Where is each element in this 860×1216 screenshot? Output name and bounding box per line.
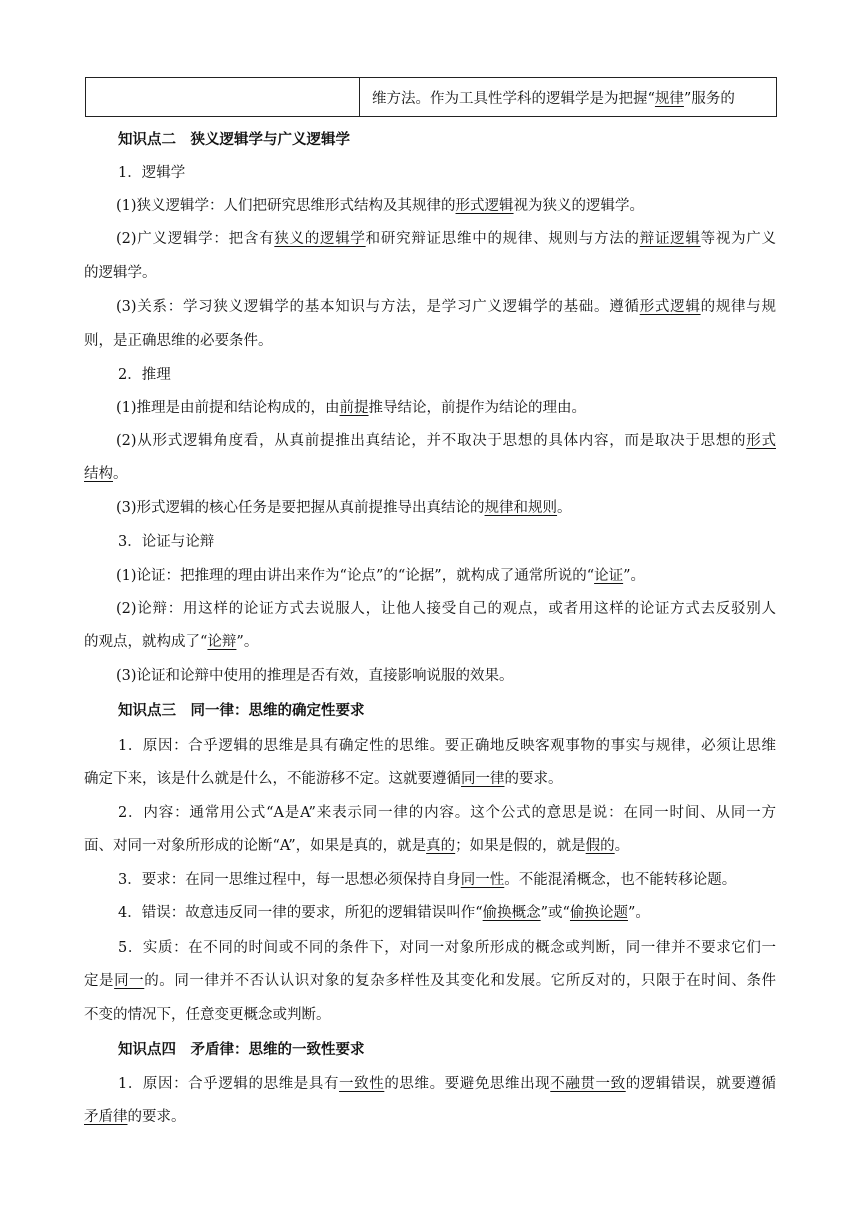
paragraph: (1)推理是由前提和结论构成的，由前提推导结论，前提作为结论的理由。 <box>116 400 587 416</box>
paragraph: (3)论证和论辩中使用的推理是否有效，直接影响说服的效果。 <box>116 668 514 684</box>
carryover-table <box>85 77 777 117</box>
table-row <box>86 78 777 117</box>
paragraph-continuation: 不变的情况下，任意变更概念或判断。 <box>84 1007 331 1023</box>
paragraph-continuation: 矛盾律的要求。 <box>84 1109 186 1125</box>
table-cell-right: 维方法。作为工具性学科的逻辑学是为把握“规律”服务的 <box>360 78 777 117</box>
section-heading-4: 知识点四 矛盾律：思维的一致性要求 <box>118 1042 365 1058</box>
paragraph: 5．实质：在不同的时间或不同的条件下，对同一对象所形成的概念或判断，同一律并不要求它们一 <box>118 940 776 956</box>
paragraph: (1)论证：把推理的理由讲出来作为“论点”的“论据”，就构成了通常所说的“论证”。 <box>116 568 646 584</box>
table-cell-left <box>86 78 360 117</box>
paragraph-continuation: 面、对同一对象所形成的论断“A”，如果是真的，就是真的；如果是假的，就是假的。 <box>84 838 630 854</box>
paragraph-continuation: 的观点，就构成了“论辩”。 <box>84 634 259 650</box>
paragraph: (3)关系：学习狭义逻辑学的基本知识与方法，是学习广义逻辑学的基础。遵循形式逻辑的规律与规 <box>116 299 777 315</box>
subsection-title: 2．推理 <box>118 367 171 383</box>
paragraph: (3)形式逻辑的核心任务是要把握从真前提推导出真结论的规律和规则。 <box>116 500 572 516</box>
paragraph: 1．原因：合乎逻辑的思维是具有确定性的思维。要正确地反映客观事物的事实与规律，必须让思维 <box>118 738 776 754</box>
subsection-title: 3．论证与论辩 <box>118 534 215 550</box>
paragraph: (1)狭义逻辑学：人们把研究思维形式结构及其规律的形式逻辑视为狭义的逻辑学。 <box>116 198 645 214</box>
paragraph-continuation: 确定下来，该是什么就是什么，不能游移不定。这就要遵循同一律的要求。 <box>84 771 563 787</box>
paragraph: (2)广义逻辑学：把含有狭义的逻辑学和研究辩证思维中的规律、规则与方法的辩证逻辑等视为广义 <box>116 231 777 247</box>
section-heading-3: 知识点三 同一律：思维的确定性要求 <box>118 703 365 719</box>
paragraph: 3．要求：在同一思维过程中，每一思想必须保持自身同一性。不能混淆概念，也不能转移论题。 <box>118 872 737 888</box>
paragraph: (2)从形式逻辑角度看，从真前提推出真结论，并不取决于思想的具体内容，而是取决于思想的形式 <box>116 433 776 449</box>
section-heading-2: 知识点二 狭义逻辑学与广义逻辑学 <box>118 132 350 148</box>
paragraph-continuation: 的逻辑学。 <box>84 265 157 281</box>
paragraph: (2)论辩：用这样的论证方式去说服人，让他人接受自己的观点，或者用这样的论证方式去反驳别人 <box>116 601 776 617</box>
paragraph: 4．错误：故意违反同一律的要求，所犯的逻辑错误叫作“偷换概念”或“偷换论题”。 <box>118 905 650 921</box>
paragraph: 2．内容：通常用公式“A是A”来表示同一律的内容。这个公式的意思是说：在同一时间、从同一方 <box>118 805 776 821</box>
paragraph: 1．原因：合乎逻辑的思维是具有一致性的思维。要避免思维出现不融贯一致的逻辑错误，就要遵循 <box>118 1076 777 1092</box>
paragraph-continuation: 结构。 <box>84 466 128 482</box>
paragraph-continuation: 则，是正确思维的必要条件。 <box>84 333 273 349</box>
subsection-title: 1．逻辑学 <box>118 165 186 181</box>
paragraph-continuation: 定是同一的。同一律并不否认认识对象的复杂多样性及其变化和发展。它所反对的，只限于在时间、条件 <box>84 973 777 989</box>
